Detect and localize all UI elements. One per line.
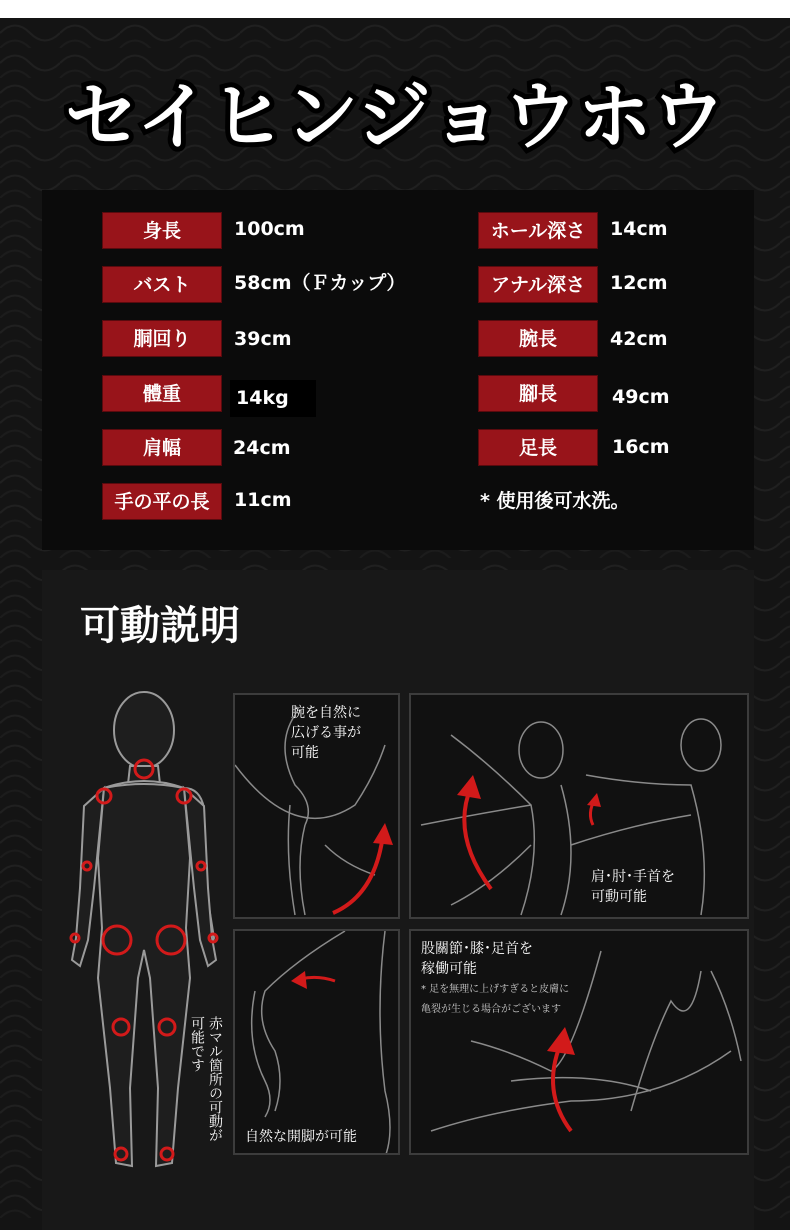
leg-spread-sketch (235, 931, 400, 1155)
spec-value-leg-length: 49cm (612, 386, 670, 408)
spec-label-bust: バスト (102, 266, 222, 303)
spec-label-foot-length: 足長 (478, 429, 598, 466)
spec-label-palm: 手の平の長 (102, 483, 222, 520)
arm-motion-panel (233, 693, 400, 919)
wash-note: * 使用後可水洗。 (480, 490, 630, 512)
top-bar (0, 0, 790, 18)
arm-caption-line1: 腕を自然に (291, 705, 361, 721)
spec-label-weight: 體重 (102, 375, 222, 412)
spec-label-arm-length: 腕長 (478, 320, 598, 357)
upper-limb-motion-panel (409, 693, 749, 919)
spec-value-waist: 39cm (234, 328, 292, 350)
spec-value-height: 100cm (234, 218, 305, 240)
upper-limb-sketch (411, 695, 749, 919)
spec-value-foot-length: 16cm (612, 436, 670, 458)
spec-label-anal-depth: アナル深さ (478, 266, 598, 303)
lower-limb-motion-panel (409, 929, 749, 1155)
spec-label-height: 身長 (102, 212, 222, 249)
upper-limb-caption-line1: 肩･肘･手首を (591, 869, 675, 885)
page-title (0, 60, 790, 170)
lower-limb-caption-line1: 股關節･膝･足首を (421, 941, 533, 957)
spec-value-anal-depth: 12cm (610, 272, 668, 294)
upper-limb-caption-line2: 可動可能 (591, 889, 647, 905)
spec-label-shoulder: 肩幅 (102, 429, 222, 466)
leg-spread-caption: 自然な開脚が可能 (245, 1129, 357, 1145)
spec-label-leg-length: 腳長 (478, 375, 598, 412)
motion-title: 可動説明 (80, 603, 240, 649)
lower-limb-note-line2: 亀裂が生じる場合がございます (421, 1004, 561, 1015)
spec-value-palm: 11cm (234, 489, 292, 511)
lower-limb-note-line1: * 足を無理に上げすぎると皮膚に (421, 984, 570, 995)
arm-caption-line3: 可能 (291, 745, 319, 761)
spec-value-hole-depth: 14cm (610, 218, 668, 240)
lower-limb-caption-line2: 稼働可能 (421, 961, 477, 977)
spec-value-bust: 58cm（Ｆカップ） (234, 272, 406, 294)
arm-caption-line2: 広げる事が (291, 725, 361, 741)
spec-label-hole-depth: ホール深さ (478, 212, 598, 249)
figure-caption: 赤マル箇所の可動が可能です (189, 1016, 223, 1142)
leg-spread-motion-panel (233, 929, 400, 1155)
spec-value-arm-length: 42cm (610, 328, 668, 350)
spec-label-waist: 胴回り (102, 320, 222, 357)
spec-value-weight: 14kg (230, 380, 316, 417)
spec-value-shoulder: 24cm (233, 437, 291, 459)
svg-text:セイヒンジョウホウ: セイヒンジョウホウ (64, 74, 726, 160)
